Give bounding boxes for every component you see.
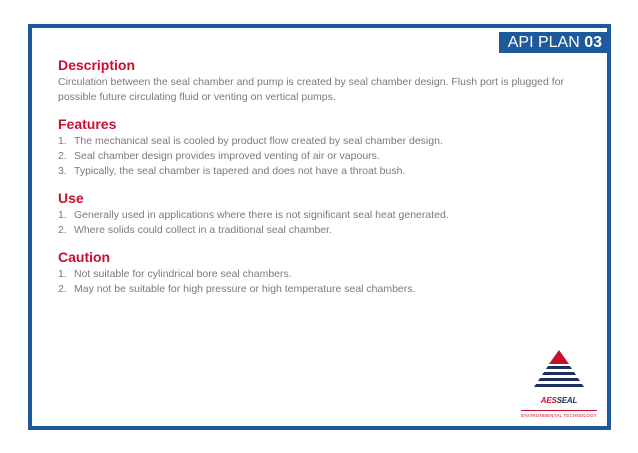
use-heading: Use [58, 190, 84, 206]
features-heading: Features [58, 116, 117, 132]
plan-badge [499, 32, 607, 53]
list-item: 1. Generally used in applications where there is not significant seal heat generated. [58, 209, 449, 221]
plan-badge-label: API PLAN [507, 34, 580, 51]
list-item: 2. Where solids could collect in a traditional seal chamber. [58, 224, 332, 236]
brand-tagline: ENVIRONMENTAL TECHNOLOGY [521, 410, 597, 418]
description-heading: Description [58, 57, 136, 73]
list-item: 2. May not be suitable for high pressure or high temperature seal chambers. [58, 283, 416, 295]
aesseal-triangle-icon [533, 350, 585, 390]
features-list [58, 134, 603, 179]
use-section [58, 190, 603, 238]
aesseal-logo [521, 350, 597, 418]
use-list [58, 208, 603, 238]
slide-frame [28, 24, 611, 430]
list-item: 3. Typically, the seal chamber is tapered and does not have a throat bush. [58, 165, 406, 177]
description-section [58, 57, 603, 105]
brand-name: AESSEAL [540, 396, 578, 405]
list-item: 1. The mechanical seal is cooled by product flow created by seal chamber design. [58, 135, 443, 147]
caution-heading: Caution [58, 249, 111, 265]
list-item: 2. Seal chamber design provides improved venting of air or vapours. [58, 150, 380, 162]
list-item: 1. Not suitable for cylindrical bore seal chambers. [58, 268, 292, 280]
caution-list [58, 267, 603, 297]
content [58, 57, 603, 308]
plan-badge-number: 03 [584, 34, 602, 51]
features-section [58, 116, 603, 179]
description-text: Circulation between the seal chamber and pump is created by seal chamber design. Flush port is plugged for possible future circulating fluid or venting on vertical pumps. [58, 76, 565, 103]
caution-section [58, 249, 603, 297]
